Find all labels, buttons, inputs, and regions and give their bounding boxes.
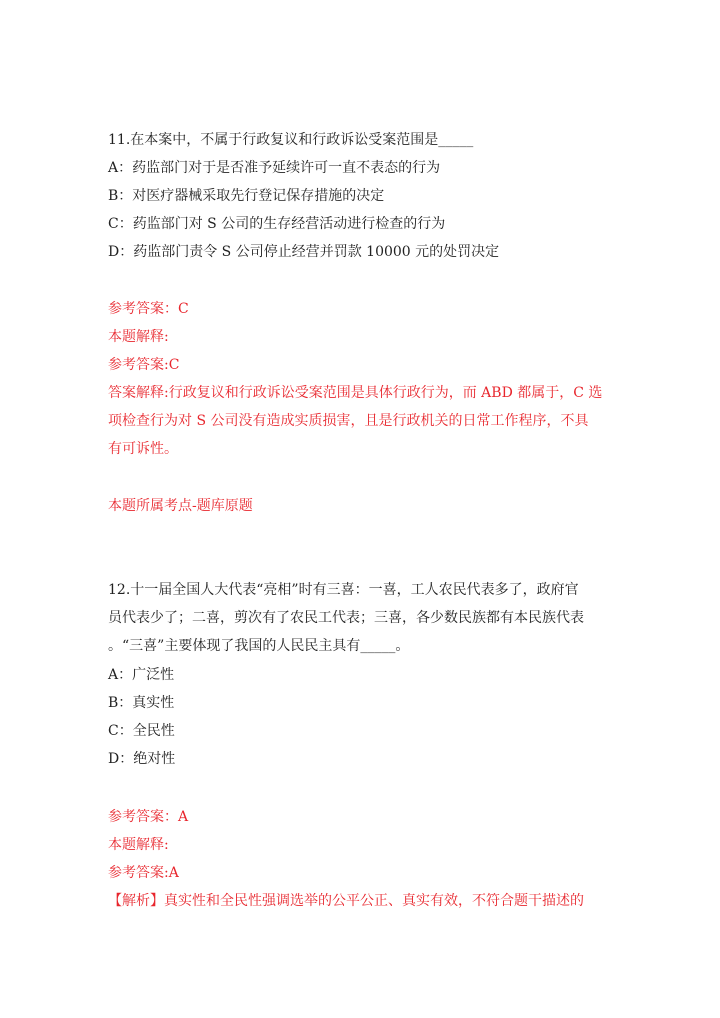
q12-explain-label: 本题解释: xyxy=(108,837,169,853)
q12-analysis-line-1: 【解析】真实性和全民性强调选举的公平公正、真实有效，不符合题干描述的 xyxy=(108,893,584,909)
q12-stem-line-2: 员代表少了；二喜，剪次有了农民工代表；三喜，各少数民族都有本民族代表 xyxy=(108,610,584,626)
q12-option-b: B：真实性 xyxy=(108,695,175,711)
q11-analysis-line-1: 答案解释:行政复议和行政诉讼受案范围是具体行政行为，而 ABD 都属于，C 选 xyxy=(108,385,603,401)
q11-stem: 11.在本案中，不属于行政复议和行政诉讼受案范围是_____ xyxy=(108,132,474,148)
q12-stem-line-1: 12.十一届全国人大代表“亮相”时有三喜：一喜，工人农民代表多了，政府官 xyxy=(108,582,579,598)
q11-option-b: B：对医疗器械采取先行登记保存措施的决定 xyxy=(108,188,385,204)
q11-answer-repeat: 参考答案:C xyxy=(108,357,180,373)
q12-answer: 参考答案：A xyxy=(108,809,189,825)
q12-answer-repeat: 参考答案:A xyxy=(108,865,179,881)
q11-option-a: A：药监部门对于是否准予延续许可一直不表态的行为 xyxy=(108,160,441,176)
q11-topic: 本题所属考点-题库原题 xyxy=(108,498,253,514)
q11-analysis-line-2: 项检查行为对 S 公司没有造成实质损害，且是行政机关的日常工作程序，不具 xyxy=(108,413,589,429)
q11-option-d: D：药监部门责令 S 公司停止经营并罚款 10000 元的处罚决定 xyxy=(108,244,500,260)
q12-option-a: A：广泛性 xyxy=(108,667,175,683)
q12-option-d: D：绝对性 xyxy=(108,751,176,767)
q11-analysis-line-3: 有可诉性。 xyxy=(108,441,178,457)
q11-option-c: C：药监部门对 S 公司的生存经营活动进行检查的行为 xyxy=(108,216,446,232)
q11-answer: 参考答案：C xyxy=(108,301,189,317)
q12-stem-line-3: 。“三喜”主要体现了我国的人民民主具有_____。 xyxy=(108,638,410,654)
q11-explain-label: 本题解释: xyxy=(108,329,169,345)
q12-option-c: C：全民性 xyxy=(108,723,175,739)
